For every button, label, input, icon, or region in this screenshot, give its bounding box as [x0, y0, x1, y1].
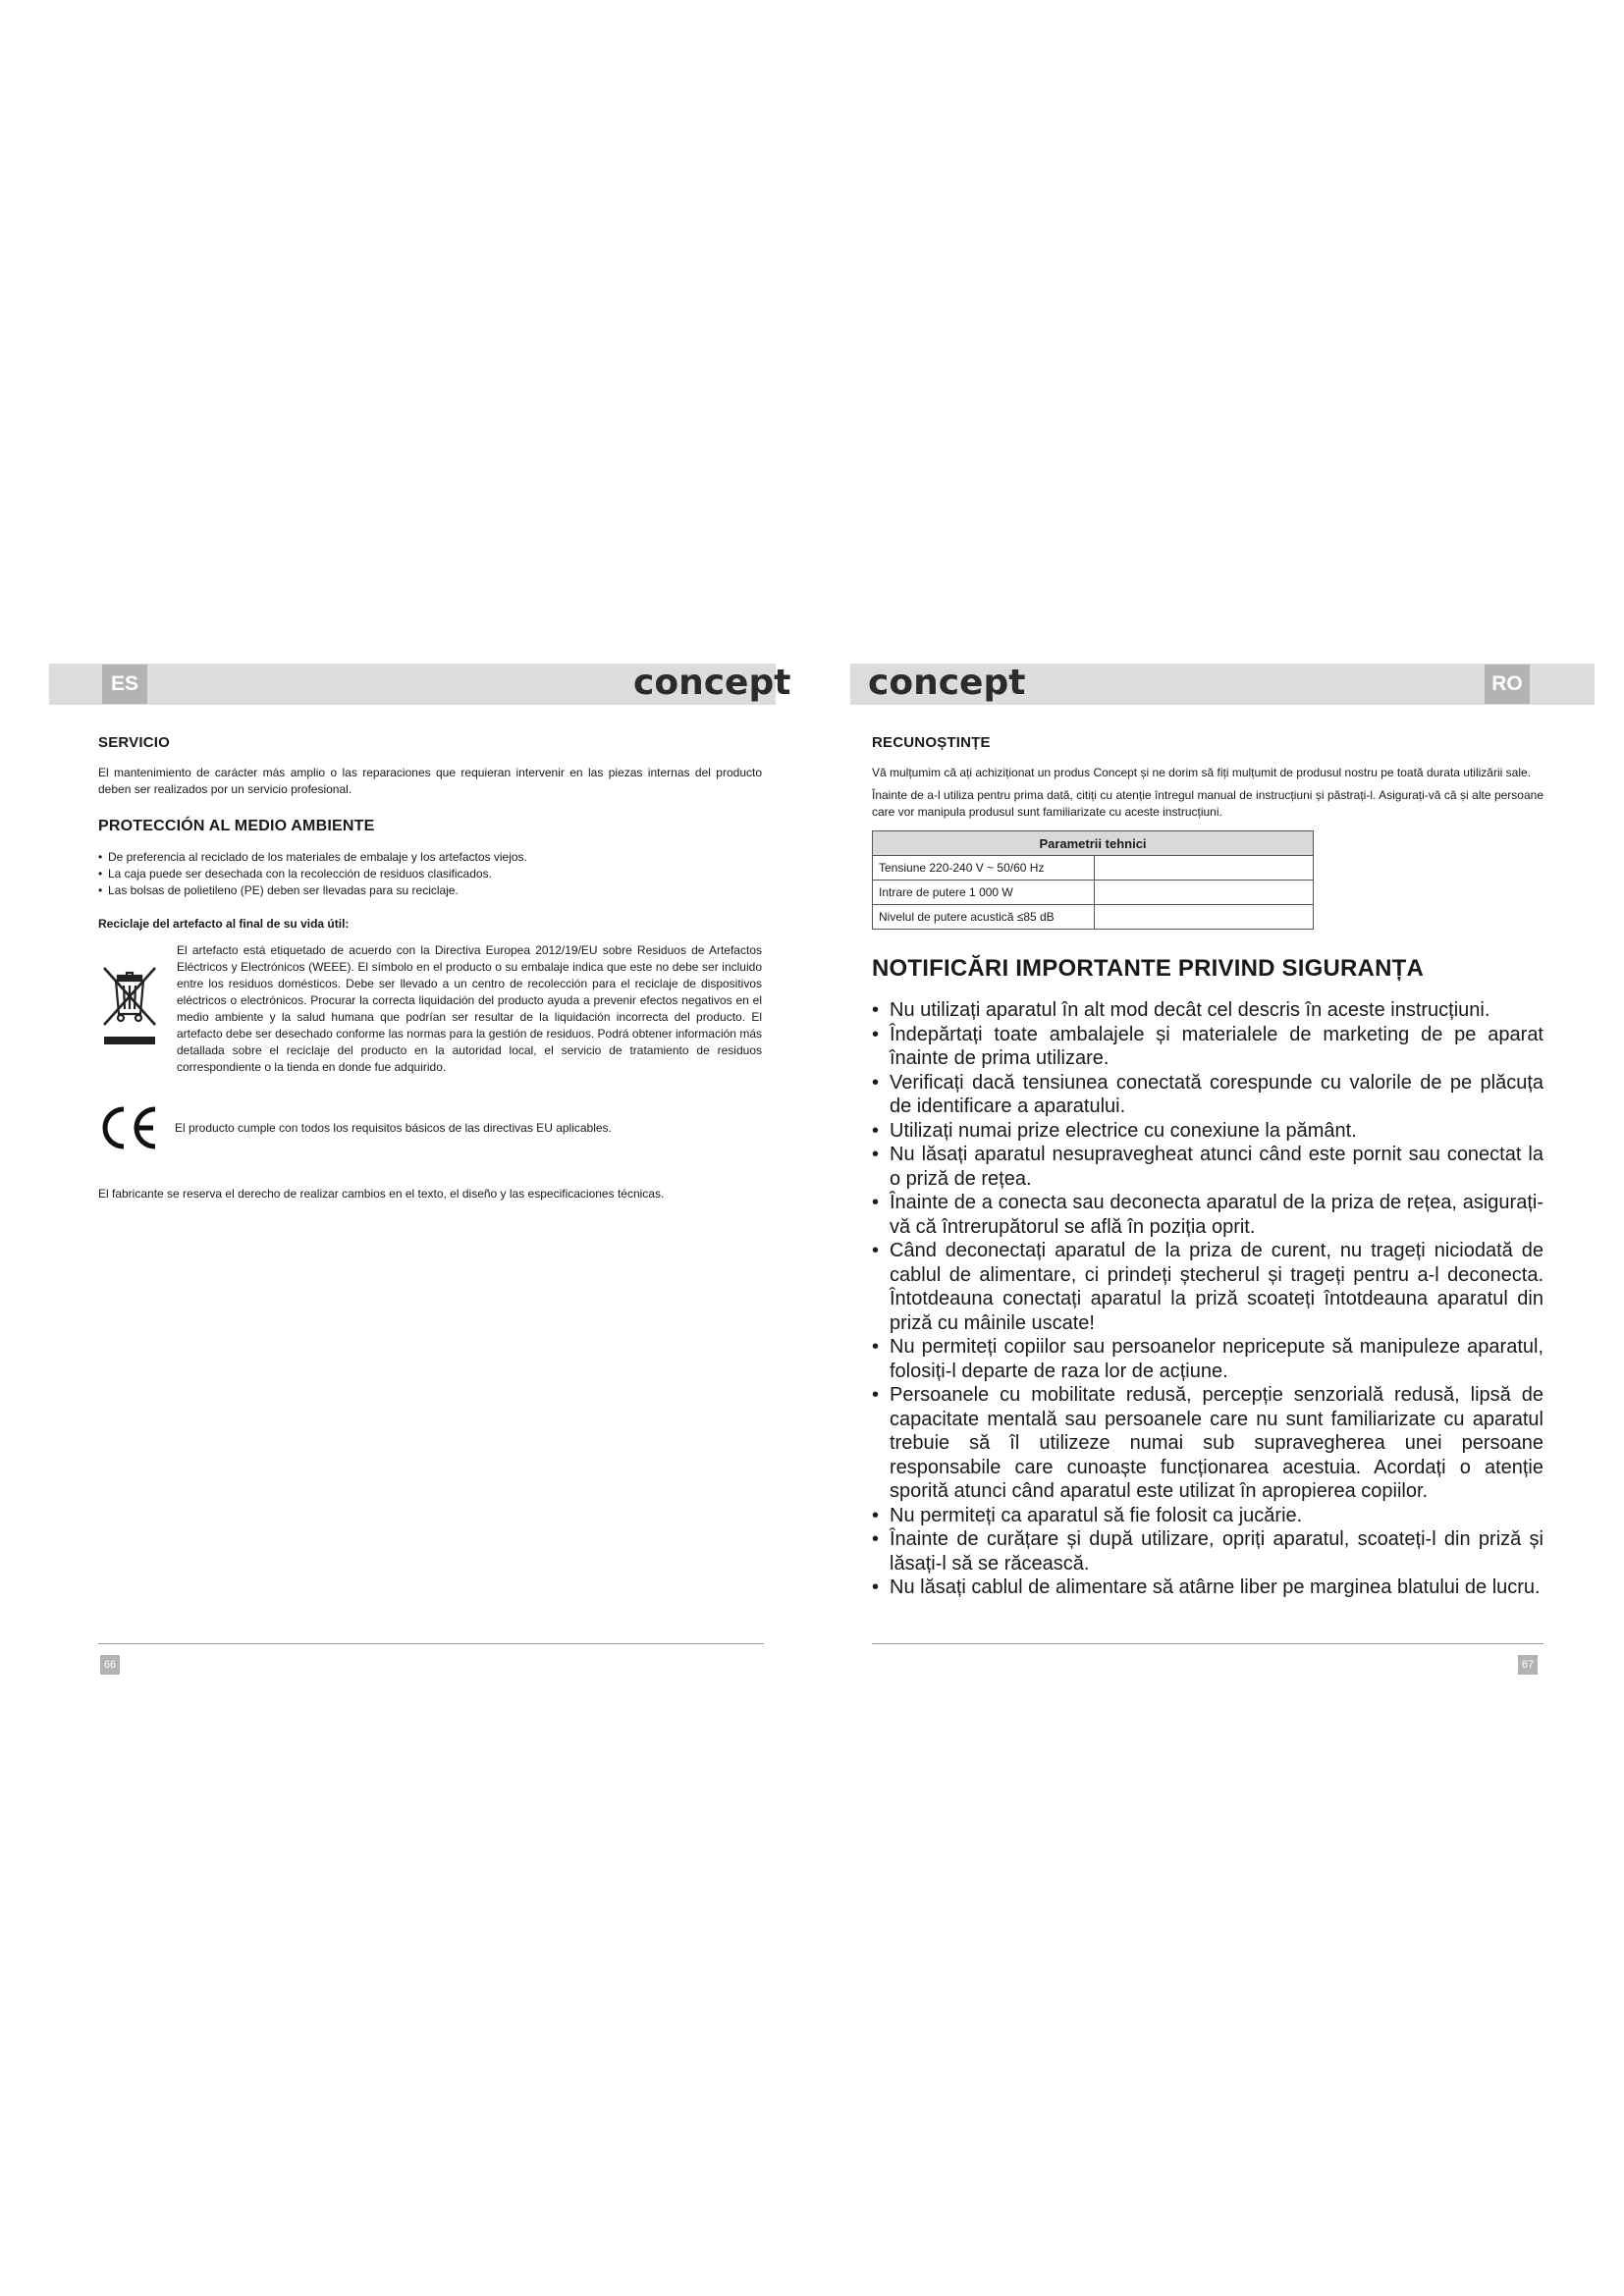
ce-mark-icon — [98, 1103, 159, 1152]
weee-crossed-bin-icon — [98, 962, 161, 1050]
table-row — [873, 881, 1314, 905]
list-item: • Nu permiteți ca aparatul să fie folosit ca jucărie. — [872, 1504, 1543, 1528]
page-number-right: 67 — [1518, 1655, 1538, 1675]
weee-section — [98, 942, 762, 1086]
page-right-content — [872, 734, 1543, 1600]
proteccion-title: PROTECCIÓN AL MEDIO AMBIENTE — [98, 818, 375, 834]
list-item: • Nu lăsați cablul de alimentare să atârne liber pe marginea blatului de lucru. — [872, 1575, 1543, 1600]
list-item: • Verificați dacă tensiunea conectată corespunde cu valorile de pe plăcuța de identificare a aparatului. — [872, 1071, 1543, 1119]
list-item: • Îndepărtați toate ambalajele și materialele de marketing de pe aparat înainte de prima utilizare. — [872, 1023, 1543, 1071]
list-item: • Când deconectați aparatul de la priza de curent, nu trageți niciodată de cablul de alimentare, ci prindeți ștecherul și trageți pentru a-l deconecta. Întotdeauna conectați aparatul la priză scoateți întotdeauna aparatul din priză cu mâinile uscate! — [872, 1239, 1543, 1335]
recunostinte-paragraph-1: Vă mulțumim că ați achiziționat un produs Concept și ne dorim să fiți mulțumit de produsul nostru pe toată durata utilizării sale. — [872, 766, 1531, 779]
reciclaje-title: Reciclaje del artefacto al final de su vida útil: — [98, 917, 350, 931]
list-item: • Utilizați numai prize electrice cu conexiune la pământ. — [872, 1119, 1543, 1144]
ce-text: El producto cumple con todos los requisitos básicos de las directivas EU aplicables. — [175, 1120, 612, 1135]
list-item: • Las bolsas de polietileno (PE) deben ser llevadas para su reciclaje. — [98, 882, 762, 899]
list-item: • Nu utilizați aparatul în alt mod decât cel descris în aceste instrucțiuni. — [872, 998, 1543, 1023]
brand-logo-left: concept — [633, 663, 791, 703]
ce-section — [98, 1103, 762, 1152]
table-row — [873, 856, 1314, 881]
table-header: Parametrii tehnici — [873, 831, 1314, 856]
list-item: • Înainte de curățare și după utilizare, opriți aparatul, scoateți-l din priză și lăsați-l să se răcească. — [872, 1527, 1543, 1575]
brand-logo-right: concept — [868, 663, 1026, 703]
servicio-title: SERVICIO — [98, 734, 171, 751]
table-cell-empty — [1095, 905, 1314, 930]
recunostinte-title: RECUNOȘTINȚE — [872, 734, 991, 751]
footer-divider-left — [98, 1643, 764, 1644]
safety-notice-title: NOTIFICĂRI IMPORTANTE PRIVIND SIGURANȚA — [872, 955, 1425, 982]
proteccion-list — [98, 849, 762, 899]
language-badge-es: ES — [102, 665, 147, 704]
technical-parameters-table — [872, 830, 1314, 930]
list-item: • Înainte de a conecta sau deconecta aparatul de la priza de rețea, asigurați-vă că întrerupătorul se află în poziția oprit. — [872, 1191, 1543, 1239]
list-item: • La caja puede ser desechada con la recolección de residuos clasificados. — [98, 866, 762, 882]
list-item: • Nu permiteți copiilor sau persoanelor nepricepute să manipuleze aparatul, folosiți-l departe de raza lor de acțiune. — [872, 1335, 1543, 1383]
safety-notice-list — [872, 998, 1543, 1600]
recunostinte-paragraph-2: Înainte de a-l utiliza pentru prima dată, citiți cu atenție întregul manual de instrucțiuni și păstrați-l. Asigurați-vă că și alte persoane care vor manipula produsul sunt familiarizate cu aceste instrucțiuni. — [872, 788, 1543, 819]
table-row — [873, 905, 1314, 930]
table-cell: Intrare de putere 1 000 W — [873, 881, 1095, 905]
table-cell: Nivelul de putere acustică ≤85 dB — [873, 905, 1095, 930]
table-cell-empty — [1095, 856, 1314, 881]
list-item: • De preferencia al reciclado de los materiales de embalaje y los artefactos viejos. — [98, 849, 762, 866]
page-number-left: 66 — [100, 1655, 120, 1675]
language-badge-ro: RO — [1485, 665, 1530, 704]
servicio-text: El mantenimiento de carácter más amplio o las reparaciones que requieran intervenir en las piezas internas del producto deben ser realizados por un servicio profesional. — [98, 766, 762, 796]
table-cell: Tensiune 220-240 V ~ 50/60 Hz — [873, 856, 1095, 881]
footer-divider-right — [872, 1643, 1543, 1644]
fabricante-text: El fabricante se reserva el derecho de realizar cambios en el texto, el diseño y las especificaciones técnicas. — [98, 1187, 665, 1201]
list-item: • Persoanele cu mobilitate redusă, percepție senzorială redusă, lipsă de capacitate mentală sau persoanele care nu sunt familiarizate cu aparatul trebuie să îl utilizeze numai sub supravegherea unei persoane responsabile care cunoaște funcționarea acestuia. Acordați o atenție sporită atunci când aparatul este utilizat în apropierea copiilor. — [872, 1383, 1543, 1504]
page-left-content — [98, 734, 762, 1212]
list-item: • Nu lăsați aparatul nesupravegheat atunci când este pornit sau conectat la o priză de rețea. — [872, 1143, 1543, 1191]
reciclaje-text: El artefacto está etiquetado de acuerdo con la Directiva Europea 2012/19/EU sobre Residuos de Artefactos Eléctricos y Electrónicos (WEEE). El símbolo en el producto o su embalaje indica que este no debe ser incluido entre los residuos domésticos. Debe ser llevado a un centro de recolección para el reciclaje de dispositivos eléctricos o electrónicos. Procurar la correcta liquidación del producto ayuda a prevenir efectos negativos en el medio ambiente y la salud humana que podrían ser resultar de la liquidación incorrecta del producto. El artefacto debe ser desechado conforme las normas para la gestión de residuos. Podrá obtener información más detallada sobre el reciclaje del producto en la autoridad local, el servicio de tratamiento de residuos correspondiente o la tienda en donde fue adquirido. — [177, 943, 762, 1074]
table-cell-empty — [1095, 881, 1314, 905]
